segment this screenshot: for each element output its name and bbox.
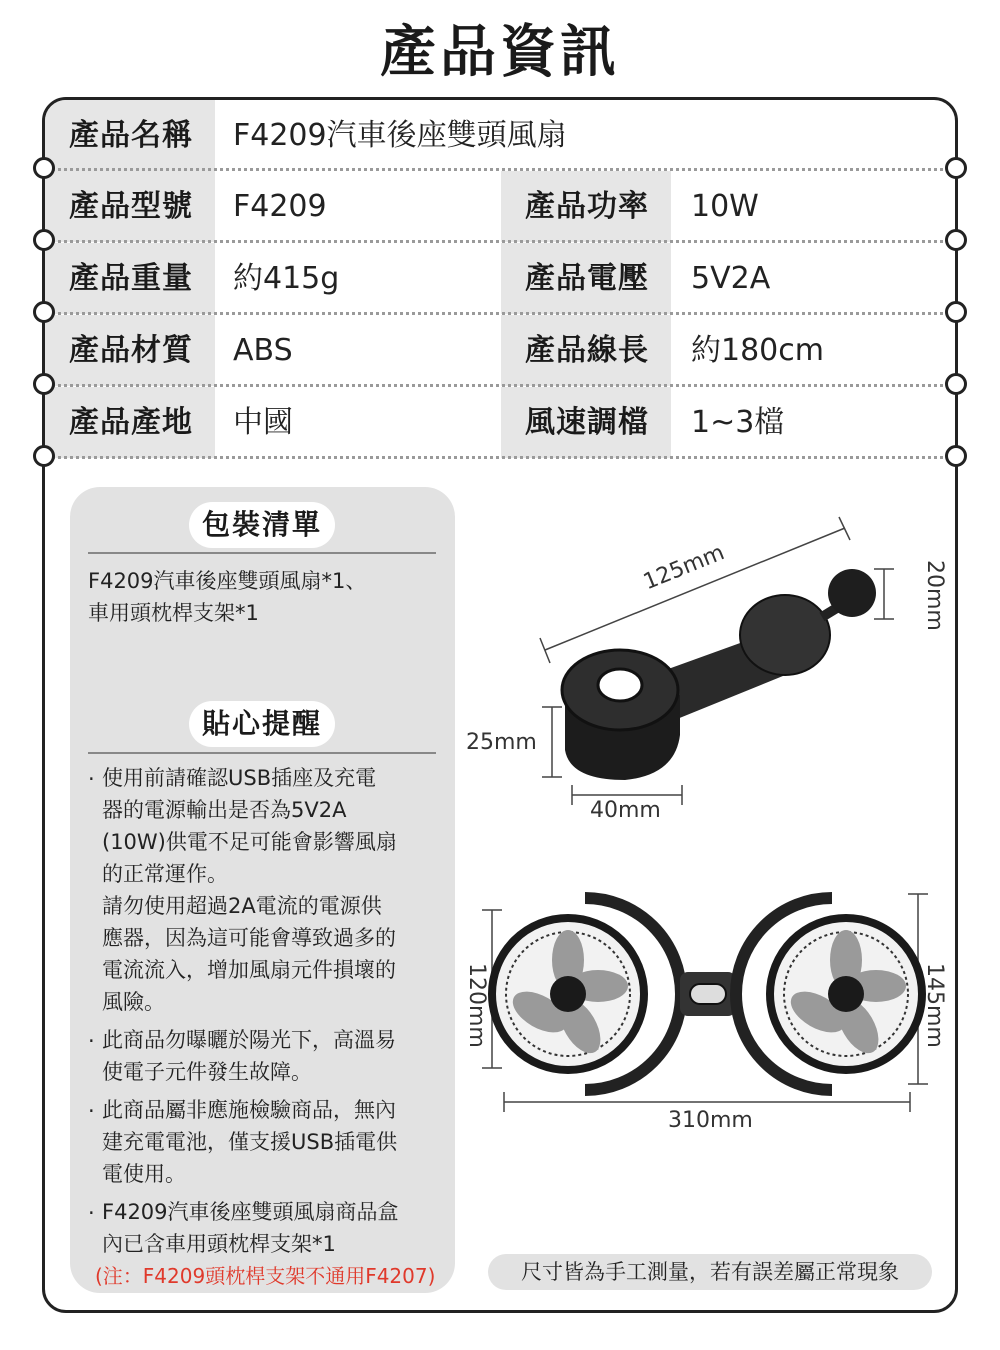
- tip-1-line-4: 的正常運作。: [102, 862, 228, 886]
- tip-4-line-2: 內已含車用頭枕桿支架*1: [102, 1232, 336, 1256]
- tip-1-line-3: (10W)供電不足可能會影響風扇: [102, 830, 397, 854]
- tip-1-line-8: 風險。: [102, 990, 165, 1014]
- dimension-tick: [839, 517, 850, 540]
- spec-value-model: F4209: [233, 189, 327, 224]
- tip-1-line-6: 應器，因為這可能會導致過多的: [102, 926, 396, 950]
- bullet-dot-icon: ·: [88, 1029, 95, 1053]
- tip-2-line-2: 使電子元件發生故障。: [102, 1060, 312, 1084]
- notch: [945, 157, 967, 179]
- power-switch-icon: [690, 984, 726, 1004]
- spec-value-material: ABS: [233, 333, 293, 368]
- clamp-hole: [598, 669, 642, 701]
- bullet-dot-icon: ·: [88, 1201, 95, 1225]
- divider: [88, 752, 436, 754]
- package-line-2: 車用頭枕桿支架*1: [88, 601, 259, 625]
- spec-value-name: F4209汽車後座雙頭風扇: [233, 118, 567, 153]
- tip-1-line-5: 請勿使用超過2A電流的電源供: [102, 894, 382, 918]
- package-heading: 包裝清單: [189, 502, 335, 548]
- spec-label-weight: 產品重量: [45, 243, 215, 314]
- spec-label-model: 產品型號: [45, 171, 215, 242]
- spec-value-origin: 中國: [233, 405, 293, 440]
- dim-overall-width: 310mm: [668, 1108, 753, 1133]
- bullet-dot-icon: ·: [88, 767, 95, 791]
- tip-1-line-1: 使用前請確認USB插座及充電: [102, 766, 377, 790]
- bracket-pivot: [740, 595, 830, 675]
- notch: [33, 445, 55, 467]
- dim-overall-height: 145mm: [922, 963, 947, 1048]
- spec-row-origin: [45, 387, 958, 458]
- dim-fan-height: 120mm: [464, 963, 489, 1048]
- page-title: 產品資訊: [380, 20, 620, 85]
- spec-row-weight: [45, 243, 958, 314]
- tip-3-line-2: 建充電電池，僅支援USB插電供: [102, 1130, 398, 1154]
- dim-ball-height: 20mm: [922, 560, 947, 631]
- spec-label-power: 產品功率: [501, 171, 671, 242]
- dimension-tick: [540, 638, 550, 663]
- notch: [945, 301, 967, 323]
- spec-label-name: 產品名稱: [45, 100, 215, 171]
- notch: [945, 445, 967, 467]
- spec-label-origin: 產品產地: [45, 387, 215, 458]
- dim-clamp-width: 40mm: [590, 798, 661, 823]
- fan-right-hub: [828, 976, 864, 1012]
- spec-row-name: [45, 100, 958, 171]
- tip-2-line-1: 此商品勿曝曬於陽光下，高溫易: [102, 1028, 396, 1052]
- spec-value-speed: 1~3檔: [691, 405, 785, 440]
- tip-4-note: (注：F4209頭枕桿支架不通用F4207): [95, 1264, 436, 1288]
- tip-3-line-3: 電使用。: [102, 1162, 186, 1186]
- spec-value-power: 10W: [691, 189, 759, 224]
- fan-left-hub: [550, 976, 586, 1012]
- tips-heading: 貼心提醒: [189, 701, 335, 747]
- measurement-note: 尺寸皆為手工測量，若有誤差屬正常現象: [488, 1254, 932, 1290]
- dim-bracket-length: 125mm: [640, 540, 729, 596]
- bullet-dot-icon: ·: [88, 1099, 95, 1123]
- tip-3-line-1: 此商品屬非應施檢驗商品，無內: [102, 1098, 396, 1122]
- ball-joint: [828, 569, 876, 617]
- tip-1-line-7: 電流流入，增加風扇元件損壞的: [102, 958, 396, 982]
- dim-clamp-height: 25mm: [466, 730, 537, 755]
- spec-label-cable: 產品線長: [501, 315, 671, 386]
- spec-label-material: 產品材質: [45, 315, 215, 386]
- tip-4-line-1: F4209汽車後座雙頭風扇商品盒: [102, 1200, 399, 1224]
- notch: [33, 301, 55, 323]
- spec-label-voltage: 產品電壓: [501, 243, 671, 314]
- tip-1-line-2: 器的電源輸出是否為5V2A: [102, 798, 347, 822]
- dual-fan-diagram: [470, 880, 950, 1120]
- package-line-1: F4209汽車後座雙頭風扇*1、: [88, 569, 367, 593]
- spec-row-material: [45, 315, 958, 386]
- divider: [45, 456, 958, 459]
- notch: [33, 373, 55, 395]
- notch: [33, 157, 55, 179]
- notch: [945, 229, 967, 251]
- notch: [33, 229, 55, 251]
- notch: [945, 373, 967, 395]
- spec-value-cable: 約180cm: [691, 333, 824, 368]
- spec-value-weight: 約415g: [233, 261, 340, 296]
- spec-row-model: [45, 171, 958, 242]
- spec-value-voltage: 5V2A: [691, 261, 771, 296]
- spec-label-speed: 風速調檔: [501, 387, 671, 458]
- divider: [88, 552, 436, 554]
